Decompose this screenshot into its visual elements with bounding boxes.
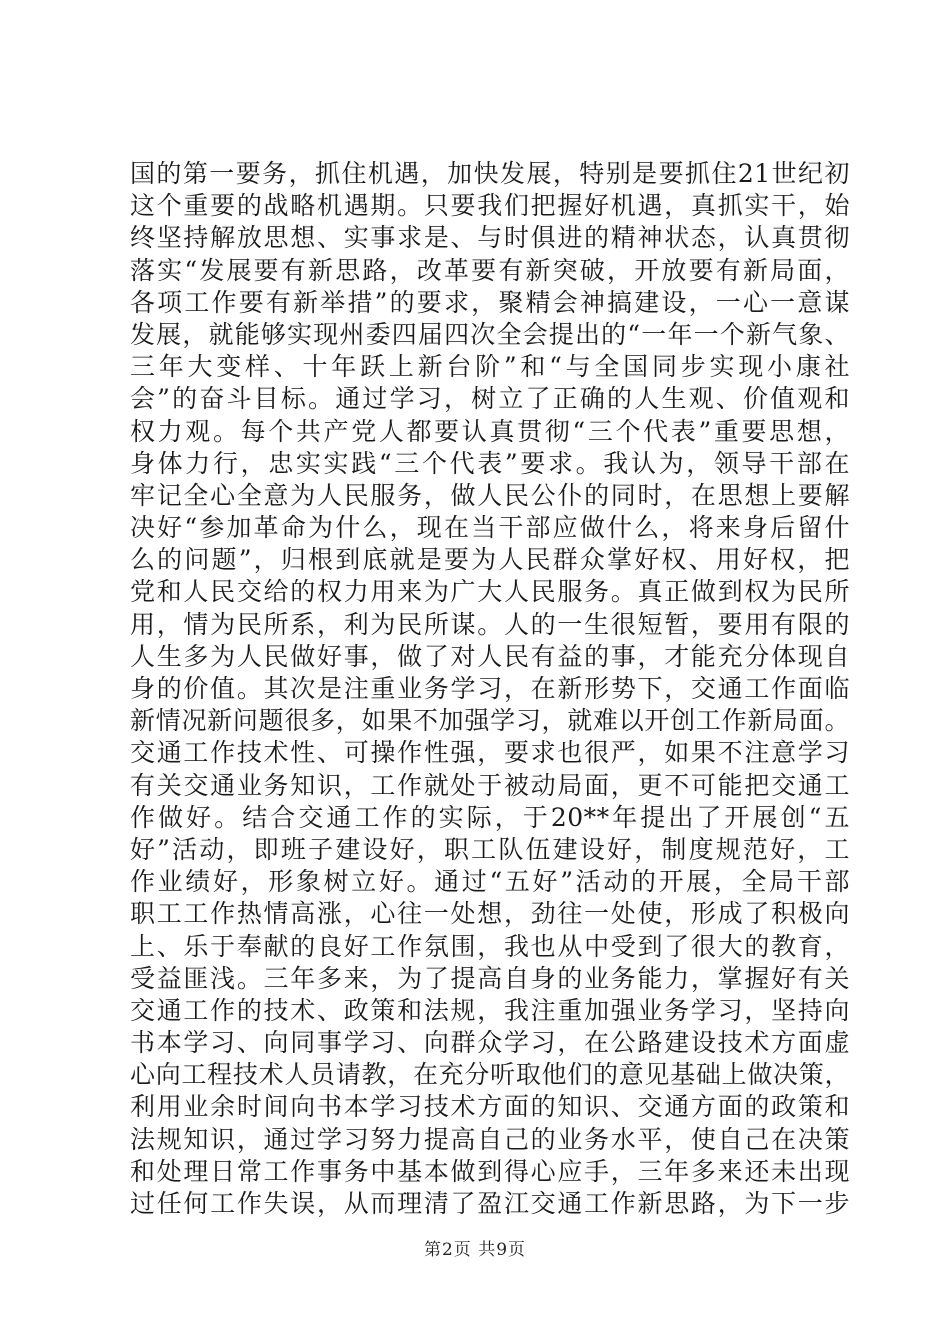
text-line: 落实“发展要有新思路，改革要有新突破，开放要有新局面， — [130, 255, 850, 285]
text-line: 终坚持解放思想、实事求是、与时俱进的精神状态，认真贯彻 — [130, 223, 850, 253]
text-line: 受益匪浅。三年多来，为了提高自身的业务能力，掌握好有关 — [130, 963, 850, 993]
text-line: 交通工作技术性、可操作性强，要求也很严，如果不注意学习 — [130, 738, 850, 768]
text-line: 作做好。结合交通工作的实际，于20**年提出了开展创“五 — [130, 802, 850, 832]
body-paragraph — [130, 158, 850, 1220]
text-line: 上、乐于奉献的良好工作氛围，我也从中受到了很大的教育， — [130, 931, 850, 961]
text-line: 心向工程技术人员请教，在充分听取他们的意见基础上做决策， — [130, 1060, 850, 1090]
text-line: 牢记全心全意为人民服务，做人民公仆的同时，在思想上要解 — [130, 480, 850, 510]
text-line: 利用业余时间向书本学习技术方面的知识、交通方面的政策和 — [130, 1092, 850, 1122]
text-line: 会”的奋斗目标。通过学习，树立了正确的人生观、价值观和 — [130, 384, 850, 414]
text-line: 这个重要的战略机遇期。只要我们把握好机遇，真抓实干，始 — [130, 191, 850, 221]
text-line: 国的第一要务，抓住机遇，加快发展，特别是要抓住21世纪初 — [130, 159, 850, 188]
text-line: 党和人民交给的权力用来为广大人民服务。真正做到权为民所 — [130, 577, 850, 607]
text-line: 身体力行，忠实实践“三个代表”要求。我认为，领导干部在 — [130, 448, 850, 478]
text-line: 书本学习、向同事学习、向群众学习，在公路建设技术方面虚 — [130, 1028, 850, 1058]
text-line: 作业绩好，形象树立好。通过“五好”活动的开展，全局干部 — [130, 867, 850, 897]
text-line: 身的价值。其次是注重业务学习，在新形势下，交通工作面临 — [130, 674, 850, 703]
text-line: 决好“参加革命为什么，现在当干部应做什么，将来身后留什 — [130, 513, 850, 543]
page-footer: 第2页 共9页 — [423, 1240, 527, 1260]
text-line: 权力观。每个共产党人都要认真贯彻“三个代表”重要思想， — [130, 416, 850, 446]
text-line: 有关交通业务知识，工作就处于被动局面，更不可能把交通工 — [130, 770, 850, 800]
text-line: 好”活动，即班子建设好，职工队伍建设好，制度规范好，工 — [130, 834, 850, 864]
text-line: 交通工作的技术、政策和法规，我注重加强业务学习，坚持向 — [130, 995, 850, 1025]
text-line: 么的问题”，归根到底就是要为人民群众掌好权、用好权，把 — [130, 545, 850, 575]
text-line: 发展，就能够实现州委四届四次全会提出的“一年一个新气象、 — [130, 319, 850, 349]
text-line: 人生多为人民做好事，做了对人民有益的事，才能充分体现自 — [130, 641, 850, 671]
text-line: 用，情为民所系，利为民所谋。人的一生很短暂，要用有限的 — [130, 609, 850, 639]
text-line: 职工工作热情高涨，心往一处想，劲往一处使，形成了积极向 — [130, 899, 850, 929]
text-line: 新情况新问题很多，如果不加强学习，就难以开创工作新局面。 — [130, 706, 850, 736]
text-line: 和处理日常工作事务中基本做到得心应手，三年多来还未出现 — [130, 1156, 850, 1186]
text-line: 三年大变样、十年跃上新台阶”和“与全国同步实现小康社 — [130, 352, 850, 382]
text-line: 法规知识，通过学习努力提高自己的业务水平，使自己在决策 — [130, 1124, 850, 1154]
text-line: 各项工作要有新举措”的要求，聚精会神搞建设，一心一意谋 — [130, 287, 850, 317]
text-line: 过任何工作失误，从而理清了盈江交通工作新思路，为下一步 — [130, 1189, 850, 1218]
